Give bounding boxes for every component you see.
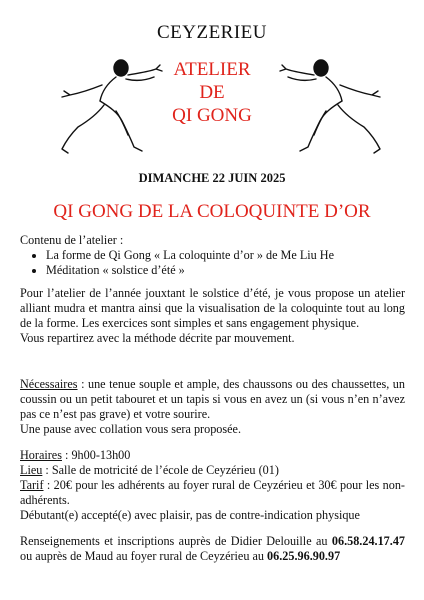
contenu-list [20, 248, 405, 278]
lieu-label: Lieu [20, 463, 43, 477]
event-date: DIMANCHE 22 JUIN 2025 [138, 171, 286, 185]
contact-paragraph [20, 534, 405, 564]
pause-line: Une pause avec collation vous sera proposée. [20, 422, 241, 436]
page-title: CEYZERIEU [156, 22, 268, 43]
list-item: • La forme de Qi Gong « La coloquinte d’or » de Me Liu He [46, 248, 405, 263]
contact-text: ou auprès de Maud au foyer rural de Ceyzérieu au [20, 549, 268, 563]
tarif-line [20, 478, 405, 508]
atelier-line: ATELIER [173, 59, 251, 80]
necessaires-section [20, 377, 405, 437]
practical-section [20, 448, 405, 523]
necessaires-text: : une tenue souple et ample, des chaussons ou des chaussettes, un coussin ou un petit tabouret et un tapis si vous en avez un (si vous n’en n’avez pas ce n’est pas grave) et votre sourire. [20, 377, 405, 421]
atelier-line: DE [199, 82, 225, 103]
phone-number: 06.58.24.17.47 [331, 534, 405, 548]
necessaires-label: Nécessaires [20, 377, 78, 391]
phone-number: 06.25.96.90.97 [267, 549, 341, 563]
method-line: Vous repartirez avec la méthode décrite par mouvement. [20, 331, 295, 345]
atelier-title [130, 58, 294, 127]
contact-text: Renseignements et inscriptions auprès de Didier Delouille au [20, 534, 332, 548]
lieu-line [20, 463, 405, 478]
contenu-heading: Contenu de l’atelier : [20, 233, 124, 247]
event-subtitle: QI GONG DE LA COLOQUINTE D’OR [53, 201, 371, 222]
atelier-line: QI GONG [172, 105, 252, 126]
horaires-text: : 9h00-13h00 [61, 448, 131, 462]
list-item: • Méditation « solstice d’été » [46, 263, 405, 278]
tarif-label: Tarif [20, 478, 44, 492]
tarif-text: : 20€ pour les adhérents au foyer rural de Ceyzérieu et 30€ pour les non-adhérents. [20, 478, 405, 507]
debutant-line: Débutant(e) accepté(e) avec plaisir, pas de contre-indication physique [20, 508, 360, 522]
lieu-text: : Salle de motricité de l’école de Ceyzérieu (01) [42, 463, 279, 477]
necessaires-paragraph [20, 377, 405, 422]
contenu-section [20, 233, 405, 278]
horaires-label: Horaires [20, 448, 62, 462]
intro-paragraph: Pour l’atelier de l’année jouxtant le solstice d’été, je vous propose un atelier alliant mudra et mantra ainsi que la visualisation de la coloquinte tout au long de la forme. Les exercices sont simples et sans engagement physique. [20, 286, 405, 330]
horaires-line [20, 448, 405, 463]
intro-section [20, 286, 405, 346]
contact-section [20, 534, 405, 564]
